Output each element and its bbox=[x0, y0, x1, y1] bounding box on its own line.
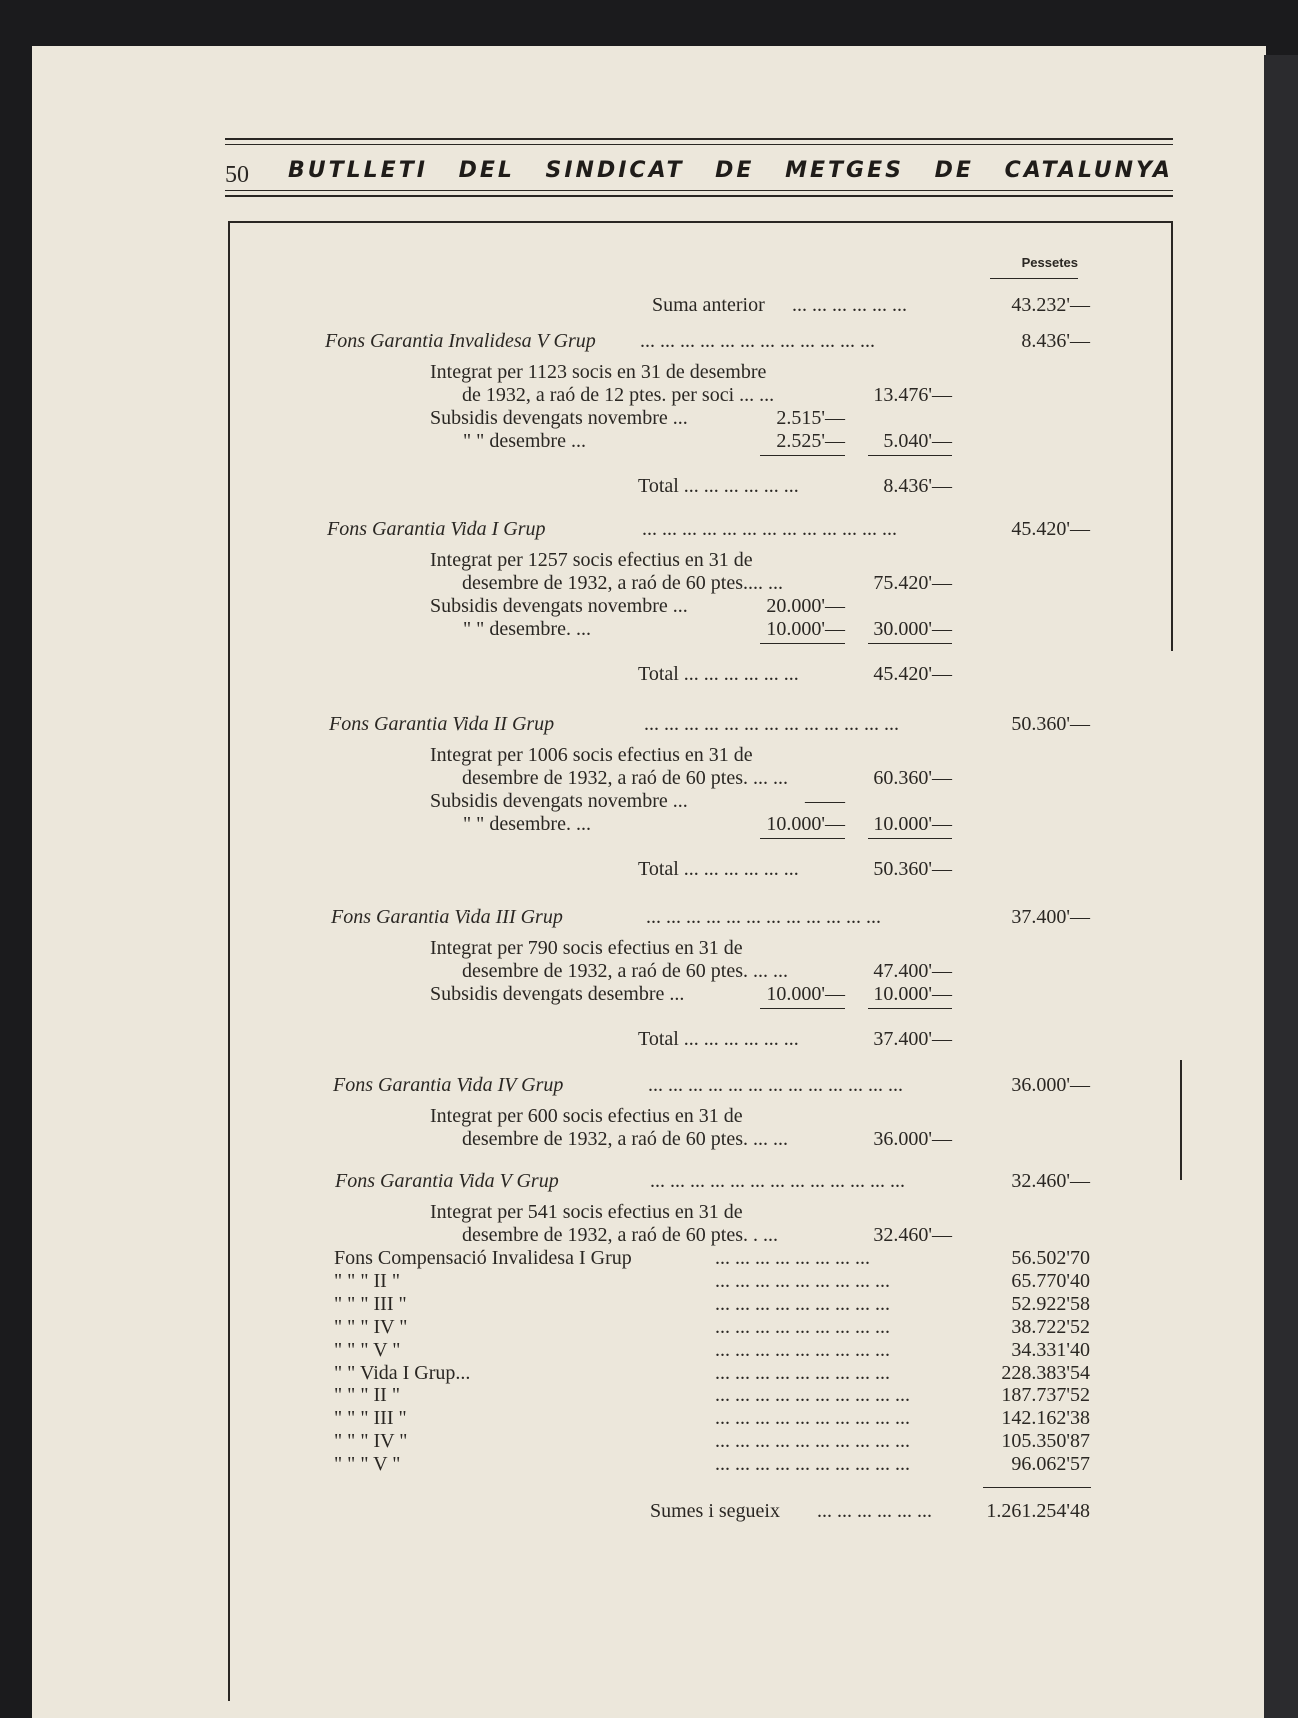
section-amount: 8.436'— bbox=[1021, 330, 1090, 352]
detail-line: desembre de 1932, a raó de 60 ptes. ... ... bbox=[462, 1128, 789, 1150]
detail-line: Integrat per 790 socis efectius en 31 de bbox=[430, 937, 743, 959]
section-title: Fons Garantia Vida V Grup bbox=[335, 1170, 559, 1192]
section-title-dots: ... ... ... ... ... ... ... ... ... ... ... ... bbox=[640, 330, 875, 352]
running-title-word: CATALUNYA bbox=[1004, 158, 1173, 183]
detail-total-amount: 10.000'— bbox=[873, 983, 952, 1005]
detail-line: Subsidis devengats novembre ... bbox=[430, 790, 688, 812]
running-title-word: METGES bbox=[785, 158, 904, 183]
compensacio-label: " " " IV " bbox=[334, 1430, 408, 1453]
detail-line: " " desembre. ... bbox=[463, 813, 591, 835]
section-title: Fons Garantia Vida I Grup bbox=[327, 518, 546, 540]
compensacio-label: Fons Compensació Invalidesa I Grup bbox=[334, 1247, 632, 1269]
detail-total-amount: 10.000'— bbox=[873, 813, 952, 835]
subtotal-rule bbox=[760, 455, 845, 456]
section-title: Fons Garantia Vida II Grup bbox=[329, 713, 555, 735]
detail-line: de 1932, a raó de 12 ptes. per soci ... ... bbox=[462, 384, 775, 406]
frame-border-right-lower bbox=[1180, 1060, 1182, 1180]
suma-anterior-amount: 43.232'— bbox=[1011, 294, 1090, 316]
header-rule-top-thin bbox=[225, 144, 1173, 145]
detail-line: Integrat per 1123 socis en 31 de desembre bbox=[430, 361, 767, 383]
section-total-label: Total ... ... ... ... ... ... bbox=[638, 1028, 799, 1050]
compensacio-label: " " " IV " bbox=[334, 1315, 408, 1338]
compensacio-dots: ... ... ... ... ... ... ... ... ... bbox=[715, 1315, 890, 1338]
detail-total-amount: 36.000'— bbox=[873, 1128, 952, 1150]
detail-total-amount: 5.040'— bbox=[883, 430, 952, 452]
compensacio-amount: 105.350'87 bbox=[1001, 1430, 1090, 1453]
compensacio-dots: ... ... ... ... ... ... ... ... ... ... bbox=[715, 1407, 910, 1430]
detail-sub-amount: 2.515'— bbox=[776, 407, 845, 429]
subtotal-rule bbox=[760, 838, 845, 839]
compensacio-amount: 65.770'40 bbox=[1011, 1269, 1090, 1292]
section-total-amount: 8.436'— bbox=[883, 475, 952, 497]
section-amount: 45.420'— bbox=[1011, 518, 1090, 540]
running-title-word: DEL bbox=[458, 158, 515, 183]
compensacio-dots: ... ... ... ... ... ... ... ... ... bbox=[715, 1269, 890, 1292]
detail-line: Subsidis devengats novembre ... bbox=[430, 407, 688, 429]
compensacio-dots: ... ... ... ... ... ... ... ... ... ... bbox=[715, 1430, 910, 1453]
compensacio-label: " " " V " bbox=[334, 1453, 401, 1476]
section-title-dots: ... ... ... ... ... ... ... ... ... ... ... ... ... bbox=[642, 518, 897, 540]
detail-total-amount: 60.360'— bbox=[873, 767, 952, 789]
compensacio-dots: ... ... ... ... ... ... ... ... ... bbox=[715, 1361, 890, 1384]
compensacio-amount: 142.162'38 bbox=[1001, 1407, 1090, 1430]
detail-total-amount: 32.460'— bbox=[873, 1224, 952, 1246]
section-total-amount: 45.420'— bbox=[873, 663, 952, 685]
page-number: 50 bbox=[225, 162, 249, 188]
book-spine-shadow bbox=[1264, 55, 1298, 1718]
detail-sub-amount: —— bbox=[805, 790, 845, 812]
section-amount: 37.400'— bbox=[1011, 906, 1090, 928]
section-title: Fons Garantia Vida IV Grup bbox=[333, 1074, 564, 1096]
section-title-dots: ... ... ... ... ... ... ... ... ... ... ... ... bbox=[646, 906, 881, 928]
column-header-rule bbox=[990, 278, 1078, 279]
detail-total-amount: 30.000'— bbox=[873, 618, 952, 640]
compensacio-label: " " " III " bbox=[334, 1292, 407, 1315]
compensacio-amount: 34.331'40 bbox=[1011, 1338, 1090, 1361]
suma-anterior-label: Suma anterior bbox=[652, 294, 765, 316]
subtotal-rule bbox=[760, 643, 845, 644]
detail-sub-amount: 10.000'— bbox=[766, 618, 845, 640]
total-rule bbox=[868, 455, 952, 456]
compensacio-dots: ... ... ... ... ... ... ... ... ... ... bbox=[715, 1384, 910, 1407]
detail-line: Subsidis devengats desembre ... bbox=[430, 983, 685, 1005]
sumes-amount: 1.261.254'48 bbox=[986, 1500, 1090, 1522]
compensacio-dots: ... ... ... ... ... ... ... ... bbox=[715, 1247, 870, 1269]
compensacio-dots: ... ... ... ... ... ... ... ... ... bbox=[715, 1338, 890, 1361]
total-rule bbox=[868, 1008, 952, 1009]
detail-line: Integrat per 1257 socis efectius en 31 de bbox=[430, 549, 753, 571]
running-title bbox=[288, 158, 1173, 183]
section-title: Fons Garantia Invalidesa V Grup bbox=[325, 330, 596, 352]
sumes-dots: ... ... ... ... ... ... bbox=[817, 1500, 932, 1522]
detail-line: Integrat per 600 socis efectius en 31 de bbox=[430, 1105, 743, 1127]
detail-total-amount: 75.420'— bbox=[873, 572, 952, 594]
detail-line: " " desembre ... bbox=[463, 430, 586, 452]
section-title-dots: ... ... ... ... ... ... ... ... ... ... ... ... ... bbox=[650, 1170, 905, 1192]
total-rule bbox=[868, 643, 952, 644]
section-total-amount: 37.400'— bbox=[873, 1028, 952, 1050]
compensacio-amount: 56.502'70 bbox=[1011, 1247, 1090, 1269]
frame-border-top bbox=[228, 221, 1172, 223]
section-amount: 50.360'— bbox=[1011, 713, 1090, 735]
detail-line: desembre de 1932, a raó de 60 ptes. ... ... bbox=[462, 960, 789, 982]
subtotal-rule bbox=[760, 1008, 845, 1009]
compensacio-label: " " Vida I Grup... bbox=[334, 1361, 471, 1384]
header-rule-bottom bbox=[225, 195, 1173, 197]
section-title-dots: ... ... ... ... ... ... ... ... ... ... ... ... ... bbox=[648, 1074, 903, 1096]
detail-line: " " desembre. ... bbox=[463, 618, 591, 640]
detail-line: Integrat per 1006 socis efectius en 31 de bbox=[430, 744, 753, 766]
total-rule bbox=[868, 838, 952, 839]
running-title-word: DE bbox=[715, 158, 755, 183]
frame-border-left bbox=[228, 221, 230, 1701]
compensacio-amount: 96.062'57 bbox=[1011, 1453, 1090, 1476]
compensacio-amount: 38.722'52 bbox=[1011, 1315, 1090, 1338]
header-rule-top bbox=[225, 138, 1173, 140]
running-title-word: BUTLLETI bbox=[288, 158, 428, 183]
compensacio-dots: ... ... ... ... ... ... ... ... ... bbox=[715, 1292, 890, 1315]
detail-sub-amount: 2.525'— bbox=[776, 430, 845, 452]
running-title-word: DE bbox=[934, 158, 974, 183]
detail-sub-amount: 20.000'— bbox=[766, 595, 845, 617]
compensacio-amount: 228.383'54 bbox=[1001, 1361, 1090, 1384]
frame-border-right bbox=[1171, 221, 1173, 651]
detail-total-amount: 13.476'— bbox=[873, 384, 952, 406]
section-total-amount: 50.360'— bbox=[873, 858, 952, 880]
compensacio-amount: 52.922'58 bbox=[1011, 1292, 1090, 1315]
section-title-dots: ... ... ... ... ... ... ... ... ... ... ... ... ... bbox=[644, 713, 899, 735]
section-total-label: Total ... ... ... ... ... ... bbox=[638, 663, 799, 685]
column-header-pessetes: Pessetes bbox=[1021, 255, 1078, 270]
detail-line: desembre de 1932, a raó de 60 ptes. ... ... bbox=[462, 767, 789, 789]
compensacio-amount: 187.737'52 bbox=[1001, 1384, 1090, 1407]
section-title: Fons Garantia Vida III Grup bbox=[331, 906, 563, 928]
section-amount: 32.460'— bbox=[1011, 1170, 1090, 1192]
header-rule-bottom-thin bbox=[225, 190, 1173, 191]
section-total-label: Total ... ... ... ... ... ... bbox=[638, 858, 799, 880]
detail-line: Subsidis devengats novembre ... bbox=[430, 595, 688, 617]
compensacio-label: " " " II " bbox=[334, 1269, 400, 1292]
suma-anterior-dots: ... ... ... ... ... ... bbox=[792, 294, 907, 316]
section-total-label: Total ... ... ... ... ... ... bbox=[638, 475, 799, 497]
detail-total-amount: 47.400'— bbox=[873, 960, 952, 982]
sumes-rule bbox=[983, 1487, 1091, 1488]
compensacio-label: " " " V " bbox=[334, 1338, 401, 1361]
detail-sub-amount: 10.000'— bbox=[766, 813, 845, 835]
detail-sub-amount: 10.000'— bbox=[766, 983, 845, 1005]
detail-line: desembre de 1932, a raó de 60 ptes.... ... bbox=[462, 572, 784, 594]
detail-line: Integrat per 541 socis efectius en 31 de bbox=[430, 1201, 743, 1223]
compensacio-label: " " " II " bbox=[334, 1384, 400, 1407]
sumes-label: Sumes i segueix bbox=[650, 1500, 780, 1522]
compensacio-label: " " " III " bbox=[334, 1407, 407, 1430]
running-title-word: SINDICAT bbox=[545, 158, 685, 183]
compensacio-dots: ... ... ... ... ... ... ... ... ... ... bbox=[715, 1453, 910, 1476]
section-amount: 36.000'— bbox=[1011, 1074, 1090, 1096]
detail-line: desembre de 1932, a raó de 60 ptes. . ... bbox=[462, 1224, 779, 1246]
